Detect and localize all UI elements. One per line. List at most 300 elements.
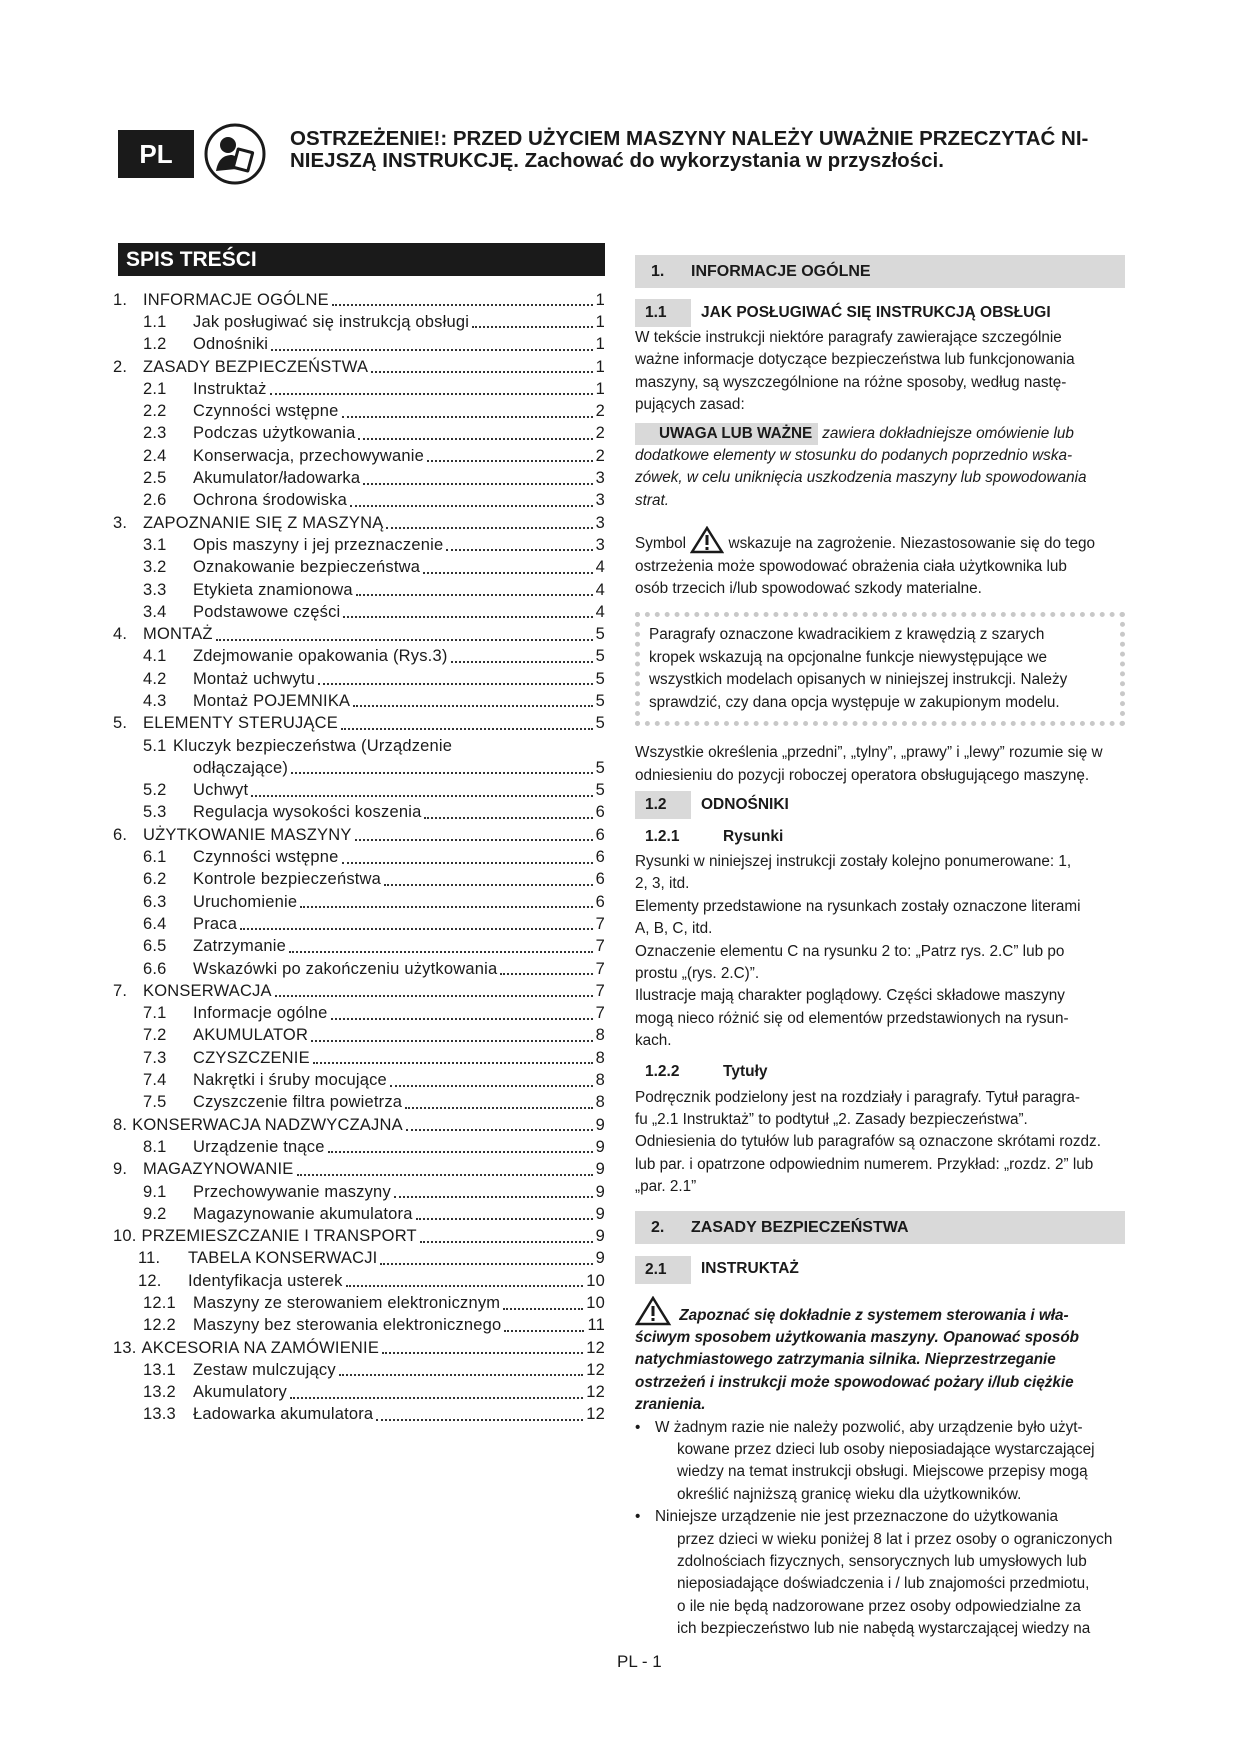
toc-entry-title: Zdejmowanie opakowania (Rys.3) [193, 647, 448, 666]
toc-leader-dots [504, 1314, 584, 1332]
toc-entry [113, 1069, 605, 1091]
toc-entry [113, 1248, 605, 1270]
toc-entry-number: 6.3 [143, 892, 167, 911]
subsubsection-heading-1-2-2 [635, 1059, 1125, 1087]
toc-entry [113, 1270, 605, 1292]
toc-entry-page: 4 [595, 602, 605, 621]
warning-line: ściwym sposobem użytkowania maszyny. Opanować sposób [635, 1329, 1080, 1346]
text-line: maszyny, są wyszczególnione na różne sposoby, według nastę- [635, 373, 1067, 391]
toc-entry-page: 8 [595, 1071, 605, 1090]
toc-entry-title: Identyfikacja usterek [188, 1271, 343, 1290]
text-line: Odniesienia do tytułów lub paragrafów są oznaczone skrótami rozdz. [635, 1133, 1101, 1151]
toc-entry-page: 7 [595, 1004, 605, 1023]
toc-entry-number: 6.5 [143, 937, 167, 956]
toc-leader-dots [503, 1292, 583, 1310]
toc-entry-page: 7 [595, 937, 605, 956]
toc-entry-number: 2. [113, 357, 128, 376]
toc-entry-number: 5.1 [143, 736, 167, 755]
bullet-line: W żadnym razie nie należy pozwolić, aby urządzenie było użyt- [655, 1418, 1083, 1436]
toc-entry [113, 1092, 605, 1114]
toc-entry-page: 12 [586, 1360, 605, 1379]
toc-entry-number: 3. [113, 513, 128, 532]
toc-entry-page: 8 [595, 1048, 605, 1067]
toc-entry-number: 6.1 [143, 848, 167, 867]
toc-leader-dots [446, 533, 592, 551]
toc-entry-title: Maszyny ze sterowaniem elektronicznym [193, 1294, 501, 1312]
toc-entry-page: 4 [595, 580, 605, 599]
subsection-number: 1.2 [635, 791, 691, 819]
toc-leader-dots [355, 823, 593, 841]
warning-line-2: NIEJSZĄ INSTRUKCJĘ. Zachować do wykorzystania w przyszłości. [290, 149, 944, 172]
toc-leader-dots [500, 957, 592, 975]
toc-entry-number: 8.1 [143, 1137, 167, 1156]
toc-entry [113, 1203, 605, 1225]
optional-feature-note [635, 612, 1125, 726]
toc-entry-page: 12 [586, 1405, 605, 1424]
toc-leader-dots [405, 1091, 592, 1109]
subsection-title: JAK POSŁUGIWAĆ SIĘ INSTRUKCJĄ OBSŁUGI [701, 303, 1051, 321]
toc-entry-title: Magazynowanie akumulatora [193, 1204, 413, 1223]
toc-entry-title: MONTAŻ [143, 625, 213, 644]
text-line: ważne informacje dotyczące bezpieczeństwa lub funkcjonowania [635, 351, 1075, 369]
toc-entry-number: 6.6 [143, 959, 167, 978]
toc-entry-page: 1 [595, 379, 605, 398]
toc-leader-dots [424, 801, 592, 819]
toc-entry-page: 12 [586, 1338, 605, 1357]
toc-entry-title: Instruktaż [193, 379, 267, 398]
toc-leader-dots [472, 310, 592, 328]
toc-leader-dots [289, 935, 593, 953]
toc-leader-dots [297, 1158, 593, 1176]
toc-entry-number: 13.1 [143, 1360, 176, 1379]
toc-entry-title: Czynności wstępne [193, 402, 339, 421]
toc-leader-dots [300, 890, 592, 908]
read-manual-icon [204, 123, 266, 185]
toc-entry-number: 9.1 [143, 1182, 167, 1201]
toc-entry-page: 6 [595, 803, 605, 822]
toc-entry [113, 646, 605, 668]
toc-entry-number: 4.2 [143, 669, 167, 688]
subsubsection-number: 1.2.2 [645, 1063, 680, 1081]
toc-entry-number: 2.3 [143, 424, 167, 443]
toc-leader-dots [339, 1358, 583, 1376]
toc-leader-dots [318, 667, 593, 685]
toc-entry-page: 5 [595, 691, 605, 710]
toc-entry-number: 2.5 [143, 469, 167, 488]
bullet-line: kowane przez dzieci lub osoby nieposiadające wystarczającej [677, 1441, 1095, 1459]
content-column [635, 255, 1125, 1641]
toc-entry [113, 780, 605, 802]
toc-entry-number: 12.2 [143, 1316, 176, 1335]
toc-entry [113, 958, 605, 980]
toc-leader-dots [350, 489, 593, 507]
toc-entry-number: 11. [138, 1249, 161, 1268]
toc-leader-dots [311, 1024, 593, 1042]
bullet-icon: • [635, 1508, 641, 1526]
toc-entry-title: odłączające) [193, 758, 289, 777]
toc-leader-dots [251, 779, 592, 797]
toc-entry-page: 1 [595, 335, 605, 354]
uwaga-line: strat. [635, 491, 669, 509]
toc-entry-page: 3 [595, 535, 605, 554]
subsubsection-number: 1.2.1 [645, 827, 680, 845]
toc-entry-number: 7.5 [143, 1093, 167, 1112]
toc-leader-dots [384, 868, 593, 886]
toc-entry [113, 802, 605, 824]
toc-leader-dots [427, 444, 593, 462]
toc-entry-title: KONSERWACJA NADZWYCZAJNA [132, 1115, 403, 1134]
section-title: ZASADY BEZPIECZEŃSTWA [691, 1218, 909, 1236]
toc-leader-dots [270, 377, 593, 395]
text-line: Podręcznik podzielony jest na rozdziały i paragrafy. Tytuł paragra- [635, 1088, 1080, 1106]
toc-entry-number: 2.1 [143, 379, 167, 398]
toc-title: SPIS TREŚCI [118, 243, 605, 276]
table-of-contents [113, 289, 605, 1426]
toc-entry [113, 1047, 605, 1069]
toc-entry-number: 4. [113, 625, 128, 644]
toc-entry-number: 3.2 [143, 558, 167, 577]
directions-paragraph [635, 742, 1125, 787]
toc-entry [113, 557, 605, 579]
toc-leader-dots [380, 1247, 592, 1265]
toc-entry-page: 3 [595, 513, 605, 532]
toc-entry-page: 2 [595, 424, 605, 443]
toc-entry-title: CZYSZCZENIE [193, 1048, 310, 1067]
toc-entry [113, 311, 605, 333]
subsubsection-title: Rysunki [723, 827, 784, 845]
toc-entry-number: 5.2 [143, 781, 167, 800]
toc-entry [113, 824, 605, 846]
toc-entry-number: 3.1 [143, 535, 167, 554]
toc-entry-title: Regulacja wysokości koszenia [193, 803, 422, 822]
toc-entry-number: 13.3 [143, 1405, 176, 1424]
toc-entry-page: 5 [595, 625, 605, 644]
text-line: Elementy przedstawione na rysunkach zostały oznaczone literami [635, 897, 1081, 915]
safety-warning-paragraph [635, 1296, 1125, 1417]
note-line: sprawdzić, czy dana opcja występuje w zakupionym modelu. [649, 693, 1060, 711]
toc-entry [113, 579, 605, 601]
dotted-border [635, 612, 1125, 726]
subsection-heading-1-1 [635, 299, 1125, 327]
toc-leader-dots [371, 355, 592, 373]
toc-leader-dots [416, 1202, 593, 1220]
toc-entry-number: 4.3 [143, 691, 167, 710]
text-line: Ilustracje mają charakter poglądowy. Części składowe maszyny [635, 987, 1065, 1005]
toc-leader-dots [376, 1403, 583, 1421]
toc-entry [113, 1382, 605, 1404]
toc-leader-dots [451, 645, 593, 663]
toc-entry [113, 980, 605, 1002]
toc-leader-dots [275, 979, 593, 997]
toc-entry-page: 7 [595, 981, 605, 1000]
toc-leader-dots [271, 333, 592, 351]
warning-line: Zapoznać się dokładnie z systemem sterowania i wła- [679, 1306, 1069, 1324]
toc-entry-number: 7.3 [143, 1048, 167, 1067]
toc-entry [113, 1136, 605, 1158]
paragraph-1-1 [635, 327, 1125, 417]
toc-entry-title: Informacje ogólne [193, 1004, 328, 1023]
toc-entry [113, 400, 605, 422]
toc-entry-page: 2 [595, 446, 605, 465]
toc-entry-number: 7.2 [143, 1026, 167, 1045]
toc-entry-page: 11 [587, 1316, 605, 1335]
toc-entry [113, 913, 605, 935]
subsection-heading-2-1 [635, 1256, 1125, 1284]
toc-entry [113, 846, 605, 868]
section-number: 2. [651, 1218, 665, 1236]
toc-entry-page: 6 [595, 870, 605, 889]
toc-entry [113, 1315, 605, 1337]
toc-entry-number: 3.4 [143, 602, 167, 621]
toc-entry-number: 7. [113, 981, 128, 1000]
note-line: Paragrafy oznaczone kwadracikiem z krawędzią z szarych [649, 626, 1045, 644]
text-line: mogą nieco różnić się od elementów przedstawionych na rysun- [635, 1009, 1069, 1027]
toc-entry [113, 601, 605, 623]
toc-leader-dots [423, 556, 592, 574]
toc-entry-number: 6. [113, 825, 128, 844]
toc-entry [113, 378, 605, 400]
toc-entry-title: Opis maszyny i jej przeznaczenie [193, 535, 444, 554]
toc-entry-page: 7 [595, 959, 605, 978]
toc-entry-continuation [113, 757, 605, 779]
toc-leader-dots [353, 689, 592, 707]
toc-entry-page: 8 [595, 1093, 605, 1112]
toc-entry-title: Akumulatory [193, 1383, 287, 1402]
toc-entry-title: Czyszczenie filtra powietrza [193, 1093, 403, 1112]
toc-entry [113, 891, 605, 913]
toc-entry-page: 5 [595, 714, 605, 733]
toc-entry-page: 3 [595, 469, 605, 488]
toc-entry-number: 8. [113, 1115, 128, 1134]
toc-entry-title: Kluczyk bezpieczeństwa (Urządzenie [173, 736, 453, 755]
warning-line: natychmiastowego zatrzymania silnika. Nieprzestrzeganie [635, 1351, 1056, 1369]
toc-entry-number: 7.4 [143, 1071, 167, 1090]
subsection-title: ODNOŚNIKI [701, 795, 789, 813]
section-title: INFORMACJE OGÓLNE [691, 263, 871, 280]
toc-entry [113, 1404, 605, 1426]
toc-entry-title: Ładowarka akumulatora [193, 1405, 374, 1424]
bullet-item [635, 1417, 1125, 1507]
toc-entry [113, 936, 605, 958]
toc-entry-page: 1 [595, 312, 605, 331]
toc-entry-number: 6.2 [143, 870, 167, 889]
subsection-title: INSTRUKTAŻ [701, 1260, 799, 1278]
toc-entry-title: Oznakowanie bezpieczeństwa [193, 558, 421, 577]
toc-entry-number: 13. [113, 1338, 137, 1357]
toc-leader-dots [420, 1225, 593, 1243]
toc-entry-page: 4 [595, 558, 605, 577]
toc-entry [113, 467, 605, 489]
toc-leader-dots [291, 756, 593, 774]
toc-leader-dots [406, 1113, 593, 1131]
bullet-line: Niniejsze urządzenie nie jest przeznaczone do użytkowania [655, 1508, 1059, 1526]
toc-entry-title: Podstawowe części [193, 602, 341, 621]
toc-entry-title: Konserwacja, przechowywanie [193, 446, 425, 465]
toc-entry-title: KONSERWACJA [143, 981, 272, 1000]
directions-line: odniesieniu do pozycji roboczej operatora obsługującego maszynę. [635, 766, 1090, 784]
text-line: pujących zasad: [635, 396, 745, 414]
toc-entry [113, 1292, 605, 1314]
bullet-line: ich bezpieczeństwo lub nie nabędą wystarczającej wiedzy na [677, 1620, 1091, 1638]
toc-entry-title: TABELA KONSERWACJI [188, 1249, 378, 1268]
text-line: fu „2.1 Instruktaż” to podtytuł „2. Zasady bezpieczeństwa”. [635, 1110, 1028, 1128]
toc-entry-page: 9 [595, 1227, 605, 1246]
toc-entry-number: 7.1 [143, 1004, 167, 1023]
warning-triangle-icon [635, 1296, 675, 1326]
toc-entry-number: 5. [113, 714, 128, 733]
uwaga-paragraph [635, 423, 1125, 513]
bullet-line: wiedzy na temat instrukcji obsługi. Miejscowe przepisy mogą [677, 1463, 1088, 1481]
toc-leader-dots [382, 1336, 583, 1354]
subsubsection-heading-1-2-1 [635, 823, 1125, 851]
toc-leader-dots [313, 1046, 593, 1064]
toc-entry-page: 6 [595, 892, 605, 911]
toc-entry-number: 1. [113, 290, 128, 309]
toc-entry-page: 9 [595, 1182, 605, 1201]
bullet-line: przez dzieci w wieku poniżej 8 lat i przez osoby o ograniczonych [677, 1530, 1113, 1548]
section-heading-2 [635, 1211, 1125, 1244]
warning-title [290, 128, 1090, 172]
toc-entry-title: AKCESORIA NA ZAMÓWIENIE [141, 1338, 380, 1357]
toc-entry-title: Zestaw mulczujący [193, 1360, 336, 1379]
toc-entry [113, 423, 605, 445]
toc-entry-title: Montaż POJEMNIKA [193, 691, 351, 710]
warning-line-1: OSTRZEŻENIE!: PRZED UŻYCIEM MASZYNY NALEŻY UWAŻNIE PRZECZYTAĆ NI- [290, 127, 1089, 150]
toc-leader-dots [356, 578, 593, 596]
toc-entry [113, 1159, 605, 1181]
toc-entry [113, 289, 605, 311]
toc-entry-title: Jak posługiwać się instrukcją obsługi [193, 312, 470, 331]
text-line: Oznaczenie elementu C na rysunku 2 to: „Patrz rys. 2.C” lub po [635, 942, 1065, 960]
toc-entry [113, 623, 605, 645]
toc-entry-number: 10. [113, 1227, 137, 1246]
bullet-line: określić najniższą granicę wieku dla użytkowników. [677, 1485, 1022, 1503]
toc-entry-title: Ochrona środowiska [193, 491, 348, 510]
bullet-line: nieposiadające doświadczenia i / lub znajomości przedmiotu, [677, 1575, 1090, 1593]
text-line: prostu „(rys. 2.C)”. [635, 964, 760, 982]
toc-entry-title: Etykieta znamionowa [193, 580, 353, 599]
toc-entry [113, 735, 605, 757]
toc-entry-page: 9 [595, 1249, 605, 1268]
toc-entry-title: MAGAZYNOWANIE [143, 1160, 294, 1179]
toc-entry-title: Podczas użytkowania [193, 424, 356, 443]
subsection-heading-1-2 [635, 791, 1125, 819]
symbol-line: osób trzecich i/lub spowodować szkody materialne. [635, 580, 982, 598]
paragraph-1-2-1 [635, 851, 1125, 1053]
section-number: 1. [651, 263, 665, 280]
text-line: W tekście instrukcji niektóre paragrafy zawierające szczególnie [635, 329, 1062, 346]
text-line: kach. [635, 1032, 672, 1050]
bullet-line: o ile nie będą nadzorowane przez osoby odpowiedzialne za [677, 1597, 1081, 1615]
toc-entry [113, 356, 605, 378]
toc-leader-dots [331, 1002, 593, 1020]
warning-line: zranienia. [635, 1396, 706, 1414]
text-line: 2, 3, itd. [635, 875, 690, 893]
toc-entry-title: UŻYTKOWANIE MASZYNY [143, 825, 352, 844]
toc-entry [113, 334, 605, 356]
toc-entry [113, 690, 605, 712]
toc-entry-page: 5 [595, 781, 605, 800]
toc-entry [113, 1181, 605, 1203]
toc-leader-dots [240, 912, 593, 930]
toc-leader-dots [363, 467, 592, 485]
symbol-paragraph [635, 526, 1125, 600]
toc-entry-page: 10 [586, 1271, 605, 1290]
toc-entry-page: 1 [595, 290, 605, 309]
toc-entry-number: 13.2 [143, 1383, 176, 1402]
toc-entry [113, 713, 605, 735]
toc-entry-title: Odnośniki [193, 335, 269, 354]
paragraph-1-2-2 [635, 1087, 1125, 1199]
toc-entry-page: 2 [595, 402, 605, 421]
toc-leader-dots [216, 623, 593, 641]
uwaga-line: zawiera dokładniejsze omówienie lub [822, 424, 1074, 442]
toc-entry-page: 6 [595, 848, 605, 867]
bullet-item [635, 1506, 1125, 1640]
toc-entry-title: Kontrole bezpieczeństwa [193, 870, 382, 889]
toc-leader-dots [342, 846, 593, 864]
toc-entry-title: Uruchomienie [193, 892, 298, 911]
toc-entry [113, 490, 605, 512]
toc-entry-page: 8 [595, 1026, 605, 1045]
toc-entry [113, 445, 605, 467]
toc-entry-page: 3 [595, 491, 605, 510]
toc-entry-number: 2.4 [143, 446, 167, 465]
toc-entry [113, 668, 605, 690]
text-line: Rysunki w niniejszej instrukcji zostały kolejno ponumerowane: 1, [635, 852, 1072, 870]
note-line: wszystkich modelach opisanych w niniejszej instrukcji. Należy [649, 671, 1068, 689]
warning-triangle-icon [690, 526, 724, 554]
toc-leader-dots [346, 1269, 584, 1287]
symbol-pre: Symbol [635, 535, 687, 553]
uwaga-tag: UWAGA LUB WAŻNE [635, 423, 818, 445]
toc-entry [113, 512, 605, 534]
subsection-number: 2.1 [635, 1256, 691, 1284]
toc-entry [113, 1337, 605, 1359]
toc-entry-title: ZASADY BEZPIECZEŃSTWA [143, 357, 369, 376]
toc-entry-title: Wskazówki po zakończeniu użytkowania [193, 959, 498, 978]
toc-entry-page: 9 [595, 1204, 605, 1223]
toc-entry-number: 12.1 [143, 1294, 176, 1312]
toc-entry-title: Uchwyt [193, 781, 249, 800]
warning-line: ostrzeżeń i instrukcji może spowodować pożary i/lub ciężkie [635, 1373, 1074, 1391]
toc-leader-dots [328, 1135, 593, 1153]
toc-leader-dots [343, 600, 592, 618]
bullet-line: zdolnościach fizycznych, sensorycznych lub umysłowych lub [677, 1553, 1087, 1571]
text-line: A, B, C, itd. [635, 920, 713, 938]
toc-entry-title: Czynności wstępne [193, 848, 339, 867]
toc-leader-dots [394, 1180, 593, 1198]
symbol-line: ostrzeżenia może spowodować obrażenia ciała użytkownika lub [635, 557, 1067, 575]
toc-entry-page: 6 [595, 825, 605, 844]
toc-entry-number: 12. [138, 1271, 162, 1290]
toc-entry-page: 5 [595, 758, 605, 777]
toc-entry-number: 1.2 [143, 335, 167, 354]
toc-entry-title: PRZEMIESZCZANIE I TRANSPORT [141, 1227, 417, 1246]
toc-entry-title: Przechowywanie maszyny [193, 1182, 391, 1201]
toc-leader-dots [358, 422, 592, 440]
toc-entry-number: 2.2 [143, 402, 167, 421]
toc-entry-page: 9 [595, 1160, 605, 1179]
text-line: „par. 2.1” [635, 1178, 697, 1196]
directions-line: Wszystkie określenia „przedni”, „tylny”, „prawy” i „lewy” rozumie się w [635, 744, 1103, 762]
subsubsection-title: Tytuły [723, 1063, 768, 1081]
toc-entry [113, 1025, 605, 1047]
subsection-number: 1.1 [635, 299, 691, 327]
toc-entry-number: 9. [113, 1160, 128, 1179]
toc-entry-page: 9 [595, 1115, 605, 1134]
toc-entry-title: Maszyny bez sterowania elektronicznego [193, 1316, 502, 1335]
